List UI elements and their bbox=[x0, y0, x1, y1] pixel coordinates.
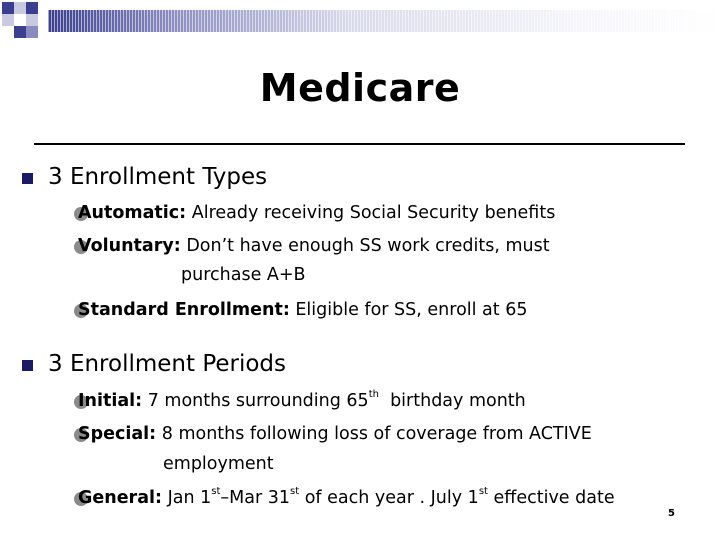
list-item-special-continuation: employment bbox=[163, 454, 274, 474]
square-bullet-icon bbox=[22, 360, 33, 371]
slide-title: Medicare bbox=[259, 66, 461, 110]
decor-square-1 bbox=[2, 2, 14, 14]
decor-square-6 bbox=[26, 14, 38, 26]
decor-square-3 bbox=[26, 2, 38, 14]
square-bullet-icon bbox=[22, 173, 33, 184]
decor-square-4 bbox=[2, 14, 14, 26]
decor-square-2 bbox=[14, 2, 26, 14]
decor-square-7 bbox=[14, 26, 26, 38]
page-number: 5 bbox=[668, 508, 675, 519]
list-item-voluntary-continuation: purchase A+B bbox=[181, 265, 306, 285]
decor-square-5 bbox=[14, 14, 26, 26]
decor-square-8 bbox=[26, 26, 38, 38]
title-divider bbox=[34, 143, 685, 145]
decorative-header-band bbox=[0, 0, 720, 48]
decor-gradient-bar bbox=[48, 10, 720, 32]
